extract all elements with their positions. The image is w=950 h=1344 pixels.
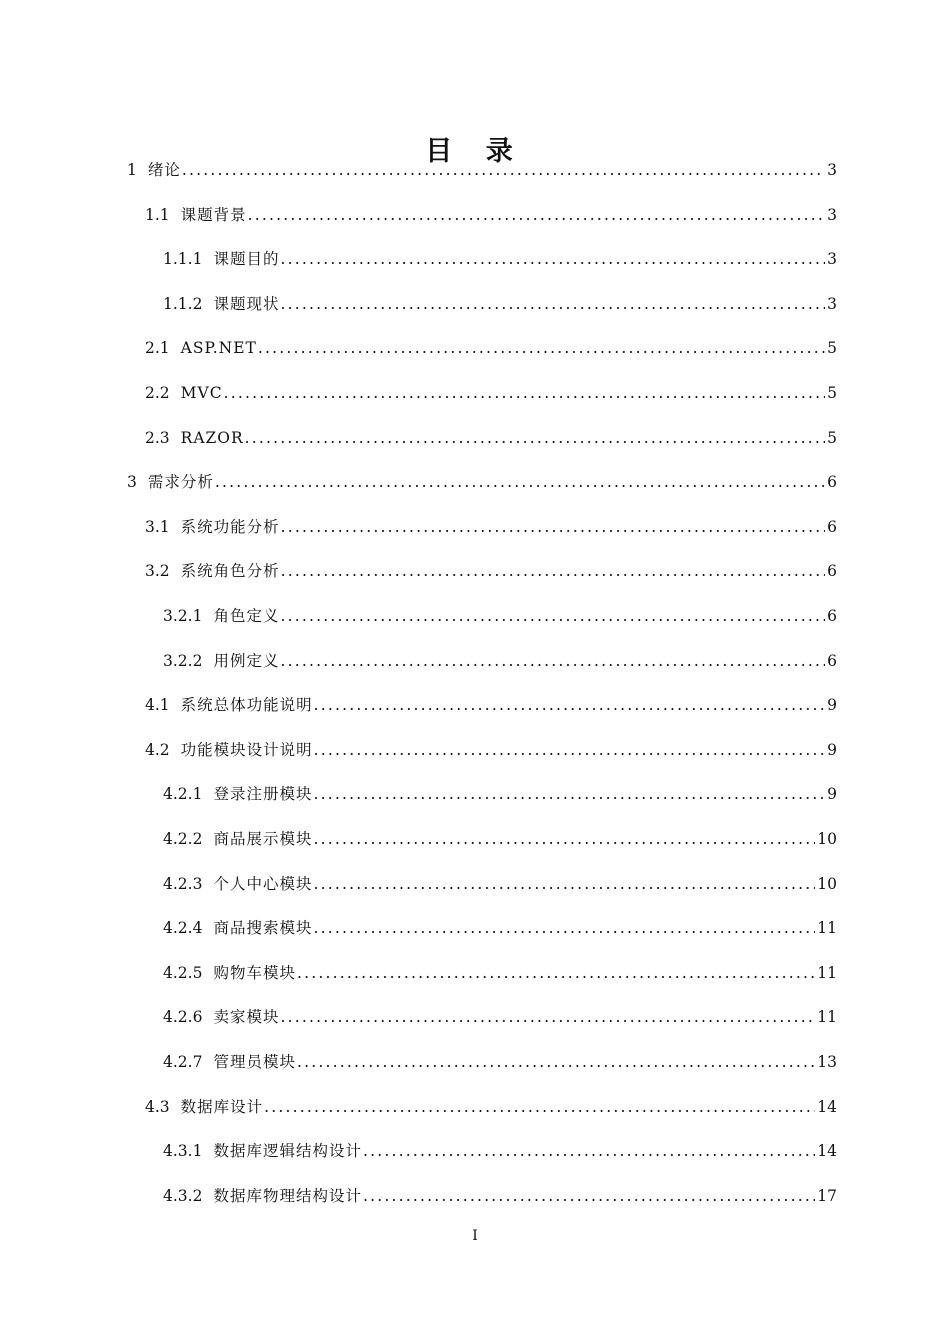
toc-entry-number: 4.2.6 — [163, 1008, 203, 1027]
toc-entry-number: 4.2 — [145, 740, 170, 759]
toc-entry-page: 6 — [827, 607, 837, 625]
toc-entry-page: 13 — [817, 1053, 837, 1071]
toc-entry-number: 3.2.2 — [163, 651, 203, 670]
toc-dot-leader — [297, 953, 815, 993]
toc-entry-title: 系统总体功能说明 — [180, 696, 313, 715]
toc-entry-number: 4.2.5 — [163, 963, 203, 982]
toc-entry[interactable] — [127, 462, 837, 502]
toc-dot-leader — [281, 551, 825, 591]
toc-dot-leader — [313, 819, 815, 859]
toc-dot-leader — [215, 462, 825, 502]
toc-entry-title: MVC — [180, 384, 223, 402]
toc-entry[interactable] — [145, 685, 837, 725]
toc-entry-number: 1.1.2 — [163, 294, 203, 313]
toc-dot-leader — [280, 239, 825, 279]
toc-entry-number: 3.1 — [145, 517, 170, 536]
toc-entry-title: 商品搜索模块 — [213, 919, 313, 938]
toc-entry-page: 5 — [827, 428, 837, 447]
toc-entry-number: 3 — [127, 473, 137, 492]
toc-entry-title: 数据库设计 — [180, 1097, 264, 1116]
toc-entry[interactable] — [163, 239, 837, 279]
toc-entry-title: 需求分析 — [147, 473, 214, 492]
toc-entry[interactable] — [163, 864, 837, 904]
toc-entry[interactable] — [163, 997, 837, 1037]
toc-entry-page: 14 — [817, 1097, 837, 1116]
toc-entry[interactable] — [163, 908, 837, 948]
toc-dot-leader — [182, 150, 825, 190]
toc-entry-page: 11 — [817, 919, 837, 938]
toc-entry-number: 4.2.4 — [163, 919, 203, 938]
toc-entry-page: 9 — [827, 740, 837, 759]
toc-entry[interactable] — [145, 551, 837, 591]
toc-entry[interactable] — [163, 1176, 837, 1216]
toc-entry-title: 登录注册模块 — [213, 785, 313, 804]
toc-entry[interactable] — [163, 641, 837, 681]
toc-entry-page: 6 — [827, 473, 837, 492]
toc-entry-number: 2.1 — [145, 339, 170, 358]
toc-dot-leader — [280, 596, 825, 636]
toc-entry[interactable] — [145, 507, 837, 547]
toc-entry-number: 4.3 — [145, 1097, 170, 1116]
toc-entry[interactable] — [145, 1087, 837, 1127]
toc-entry[interactable] — [145, 418, 837, 458]
toc-dot-leader — [280, 641, 825, 681]
toc-entry-page: 5 — [827, 384, 837, 402]
toc-dot-leader — [314, 685, 825, 725]
toc-entry-title: ASP.NET — [180, 339, 257, 358]
toc-entry-number: 2.3 — [145, 428, 170, 447]
toc-entry-page: 10 — [817, 830, 837, 848]
toc-entry[interactable] — [163, 819, 837, 859]
toc-entry-number: 2.2 — [145, 384, 170, 402]
toc-dot-leader — [313, 864, 815, 904]
toc-entry[interactable] — [163, 1042, 837, 1082]
toc-entry-page: 9 — [827, 785, 837, 804]
toc-entry[interactable] — [163, 596, 837, 636]
toc-entry-page: 6 — [827, 562, 837, 581]
toc-entry-number: 4.3.2 — [163, 1186, 203, 1205]
toc-entry-page: 3 — [827, 250, 837, 269]
toc-entry[interactable] — [163, 1131, 837, 1171]
toc-entry-page: 17 — [817, 1186, 837, 1205]
toc-entry-title: 用例定义 — [213, 651, 280, 670]
toc-dot-leader — [363, 1131, 815, 1171]
toc-entry-number: 4.2.2 — [163, 830, 203, 848]
page-title: 目 录 — [425, 136, 525, 168]
toc-dot-leader — [248, 195, 825, 235]
toc-entry-number: 4.3.1 — [163, 1142, 203, 1161]
toc-entry-page: 11 — [817, 1008, 837, 1027]
toc-entry-title: 系统角色分析 — [180, 562, 280, 581]
toc-entry-title: 个人中心模块 — [213, 874, 313, 893]
toc-entry-page: 6 — [827, 517, 837, 536]
toc-dot-leader — [258, 328, 825, 368]
toc-entry-title: 系统功能分析 — [180, 517, 280, 536]
toc-entry[interactable] — [145, 373, 837, 413]
toc-dot-leader — [313, 774, 825, 814]
toc-entry-number: 1 — [127, 161, 137, 179]
toc-entry-number: 1.1 — [145, 205, 170, 224]
toc-entry-title: 商品展示模块 — [213, 830, 313, 848]
toc-entry-title: 购物车模块 — [213, 963, 296, 982]
toc-entry-title: 数据库逻辑结构设计 — [213, 1142, 362, 1161]
toc-entry-title: 课题现状 — [213, 294, 280, 313]
toc-entry-page: 5 — [827, 339, 837, 358]
toc-entry-number: 4.2.3 — [163, 874, 203, 893]
toc-dot-leader — [224, 373, 826, 413]
toc-dot-leader — [281, 507, 825, 547]
toc-entry-page: 11 — [817, 963, 837, 982]
toc-entry[interactable] — [163, 284, 837, 324]
toc-entry-page: 14 — [817, 1142, 837, 1161]
toc-entry-number: 4.1 — [145, 696, 170, 715]
toc-entry[interactable] — [145, 195, 837, 235]
toc-entry-title: 课题目的 — [213, 250, 280, 269]
toc-entry[interactable] — [127, 150, 837, 190]
toc-entry-number: 3.2.1 — [163, 607, 203, 625]
page-number-footer: I — [472, 1228, 478, 1244]
toc-entry[interactable] — [163, 953, 837, 993]
toc-dot-leader — [245, 418, 825, 458]
toc-entry[interactable] — [145, 730, 837, 770]
toc-entry-number: 4.2.1 — [163, 785, 203, 804]
toc-entry-title: 功能模块设计说明 — [180, 740, 313, 759]
toc-dot-leader — [363, 1176, 815, 1216]
toc-dot-leader — [314, 730, 825, 770]
toc-dot-leader — [280, 997, 815, 1037]
toc-entry-title: 绪论 — [147, 161, 181, 179]
toc-entry[interactable] — [163, 774, 837, 814]
toc-entry-number: 1.1.1 — [163, 250, 203, 269]
toc-entry-page: 9 — [827, 696, 837, 715]
toc-entry-title: 管理员模块 — [213, 1053, 296, 1071]
toc-entry-title: 课题背景 — [180, 205, 247, 224]
toc-entry-title: 角色定义 — [213, 607, 280, 625]
toc-entry-page: 3 — [827, 294, 837, 313]
toc-dot-leader — [297, 1042, 815, 1082]
toc-entry-page: 6 — [827, 651, 837, 670]
toc-entry-number: 3.2 — [145, 562, 170, 581]
toc-dot-leader — [313, 908, 815, 948]
toc-entry-page: 10 — [817, 874, 837, 893]
toc-entry-page: 3 — [827, 205, 837, 224]
toc-entry[interactable] — [145, 328, 837, 368]
toc-entry-title: RAZOR — [180, 428, 244, 447]
toc-entry-title: 卖家模块 — [213, 1008, 280, 1027]
toc-entry-page: 3 — [827, 161, 837, 179]
toc-dot-leader — [264, 1087, 815, 1127]
toc-dot-leader — [280, 284, 825, 324]
toc-entry-number: 4.2.7 — [163, 1053, 203, 1071]
toc-entry-title: 数据库物理结构设计 — [213, 1186, 362, 1205]
